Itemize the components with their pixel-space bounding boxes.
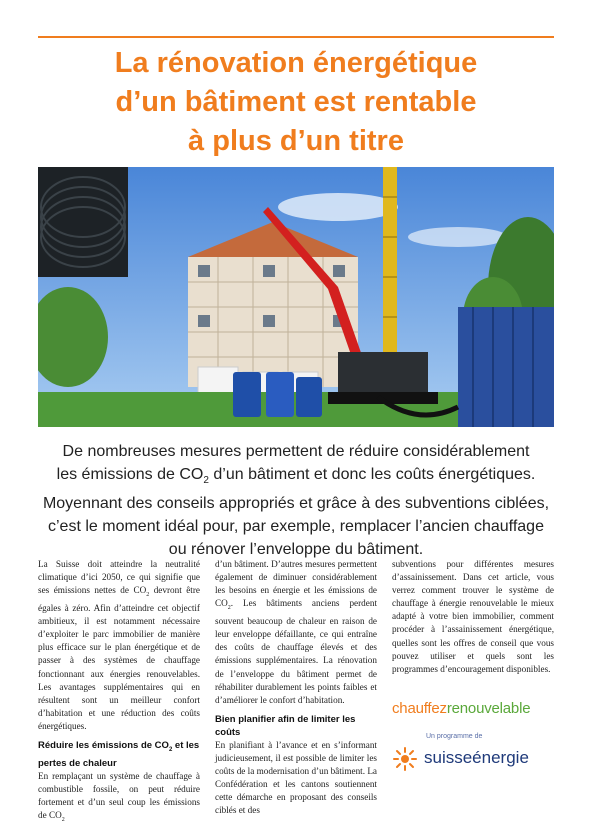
col1-heading-text-b: et les pertes de chaleur bbox=[38, 740, 200, 769]
chauffez-renouvelable-logo bbox=[392, 700, 530, 717]
construction-site-photo bbox=[38, 167, 554, 427]
col1-heading-text: Réduire les émissions de CO bbox=[38, 740, 169, 752]
lead-line-2a: les émissions de CO bbox=[56, 466, 204, 483]
col2-paragraph-1 bbox=[215, 558, 377, 707]
col1-p2-subscript: 2 bbox=[61, 817, 65, 824]
col1-paragraph-2 bbox=[38, 770, 200, 827]
top-rule bbox=[38, 36, 554, 38]
suisseenergie-logo bbox=[392, 746, 552, 772]
col1-p1-text: La Suisse doit atteindre la neutralité climatique d’ici 2050, ce qui signifie que ses émissions nettes de CO bbox=[38, 559, 200, 596]
col1-co2-subscript: 2 bbox=[146, 592, 150, 599]
col1-heading bbox=[38, 739, 200, 770]
title-line-3: à plus d’un titre bbox=[188, 125, 404, 157]
column-1 bbox=[38, 558, 200, 827]
title-line-2: d’un bâtiment est rentable bbox=[115, 86, 477, 118]
suisseenergie-wordmark: suisseénergie bbox=[424, 748, 529, 767]
col2-paragraph-2: En planifiant à l’avance et en s’informant judicieusement, il est possible de limiter les coûts de la modernisation d’un bâtiment. La Confédération et les cantons soutiennent cette démarche en proposant des conseils ciblés et des bbox=[215, 739, 378, 816]
lead-line-1: De nombreuses mesures permettent de réduire considérablement bbox=[62, 443, 530, 460]
lead-paragraph bbox=[38, 440, 554, 561]
col1-paragraph-1 bbox=[38, 558, 200, 733]
page-title bbox=[38, 44, 554, 161]
lead-line-2 bbox=[38, 463, 554, 492]
column-2 bbox=[215, 558, 377, 817]
programme-label: Un programme de bbox=[426, 733, 483, 740]
col2-co2-subscript: 2 bbox=[227, 605, 231, 612]
lead-line-2b: d’un bâtiment et donc les coûts énergétiques. bbox=[208, 466, 536, 483]
col1-p2-text: En remplaçant un système de chauffage à combustible fossile, on peut réduire fortement et d’un seul coup les émissions de CO bbox=[38, 770, 200, 821]
title-line-1: La rénovation énergétique bbox=[114, 47, 478, 79]
col2-p1-text: d’un bâtiment. D’autres mesures permettent également de diminuer considérablement les besoins en énergie et les émissions de CO bbox=[215, 559, 377, 609]
logo-part-chauffez: chauffez bbox=[392, 700, 447, 717]
col1-heading-subscript: 2 bbox=[168, 746, 173, 753]
col2-heading: Bien planifier afin de limiter les coûts bbox=[215, 713, 356, 738]
col1-p1b-text: devront être égales à zéro. Afin d’atteindre cet objectif ambitieux, il est notamment nécessaire d’exploiter le parc immobilier de manière plus efficace sur le plan énergétique et de passer à des systèmes de chauffage fonctionnant aux énergies renouvelables. Les avantages supplémentaires qui en résultent sont un meilleur confort d’habitation et une réduction des coûts énergétiques. bbox=[38, 585, 200, 731]
lead-line-5: ou rénover l’enveloppe du bâtiment. bbox=[168, 541, 424, 559]
logo-part-renouvelable: renouvelable bbox=[446, 700, 531, 717]
column-3 bbox=[392, 558, 554, 676]
col3-paragraph-1: subventions pour différentes mesures d’assainissement. Dans cet article, vous verrez comment trouver le système de chauffage à énergie renouvelable le mieux adapté à votre bien immobilier, comment procéder à l’assainissement énergétique, quelles sont les offres de conseil que vous pouvez utiliser et quels sont les programmes d’encouragement disponibles. bbox=[392, 559, 554, 674]
lead-line-4: c’est le moment idéal pour, par exemple, remplacer l’ancien chauffage bbox=[48, 518, 544, 536]
lead-line-3: Moyennant des conseils appropriés et grâce à des subventions ciblées, bbox=[42, 495, 550, 513]
lead-co2-subscript: 2 bbox=[203, 475, 209, 487]
sun-icon bbox=[392, 746, 418, 772]
col2-p1b-text: . Les bâtiments anciens perdent souvent beaucoup de chaleur en raison de leur enveloppe défaillante, ce qui entraîne des coûts de chauffage élevés et des émissions supplémentaires. La rénovation de l’enveloppe du bâtiment permet de réhabiliter durablement les points faibles et d’améliorer le confort d’habitation. bbox=[215, 598, 377, 705]
